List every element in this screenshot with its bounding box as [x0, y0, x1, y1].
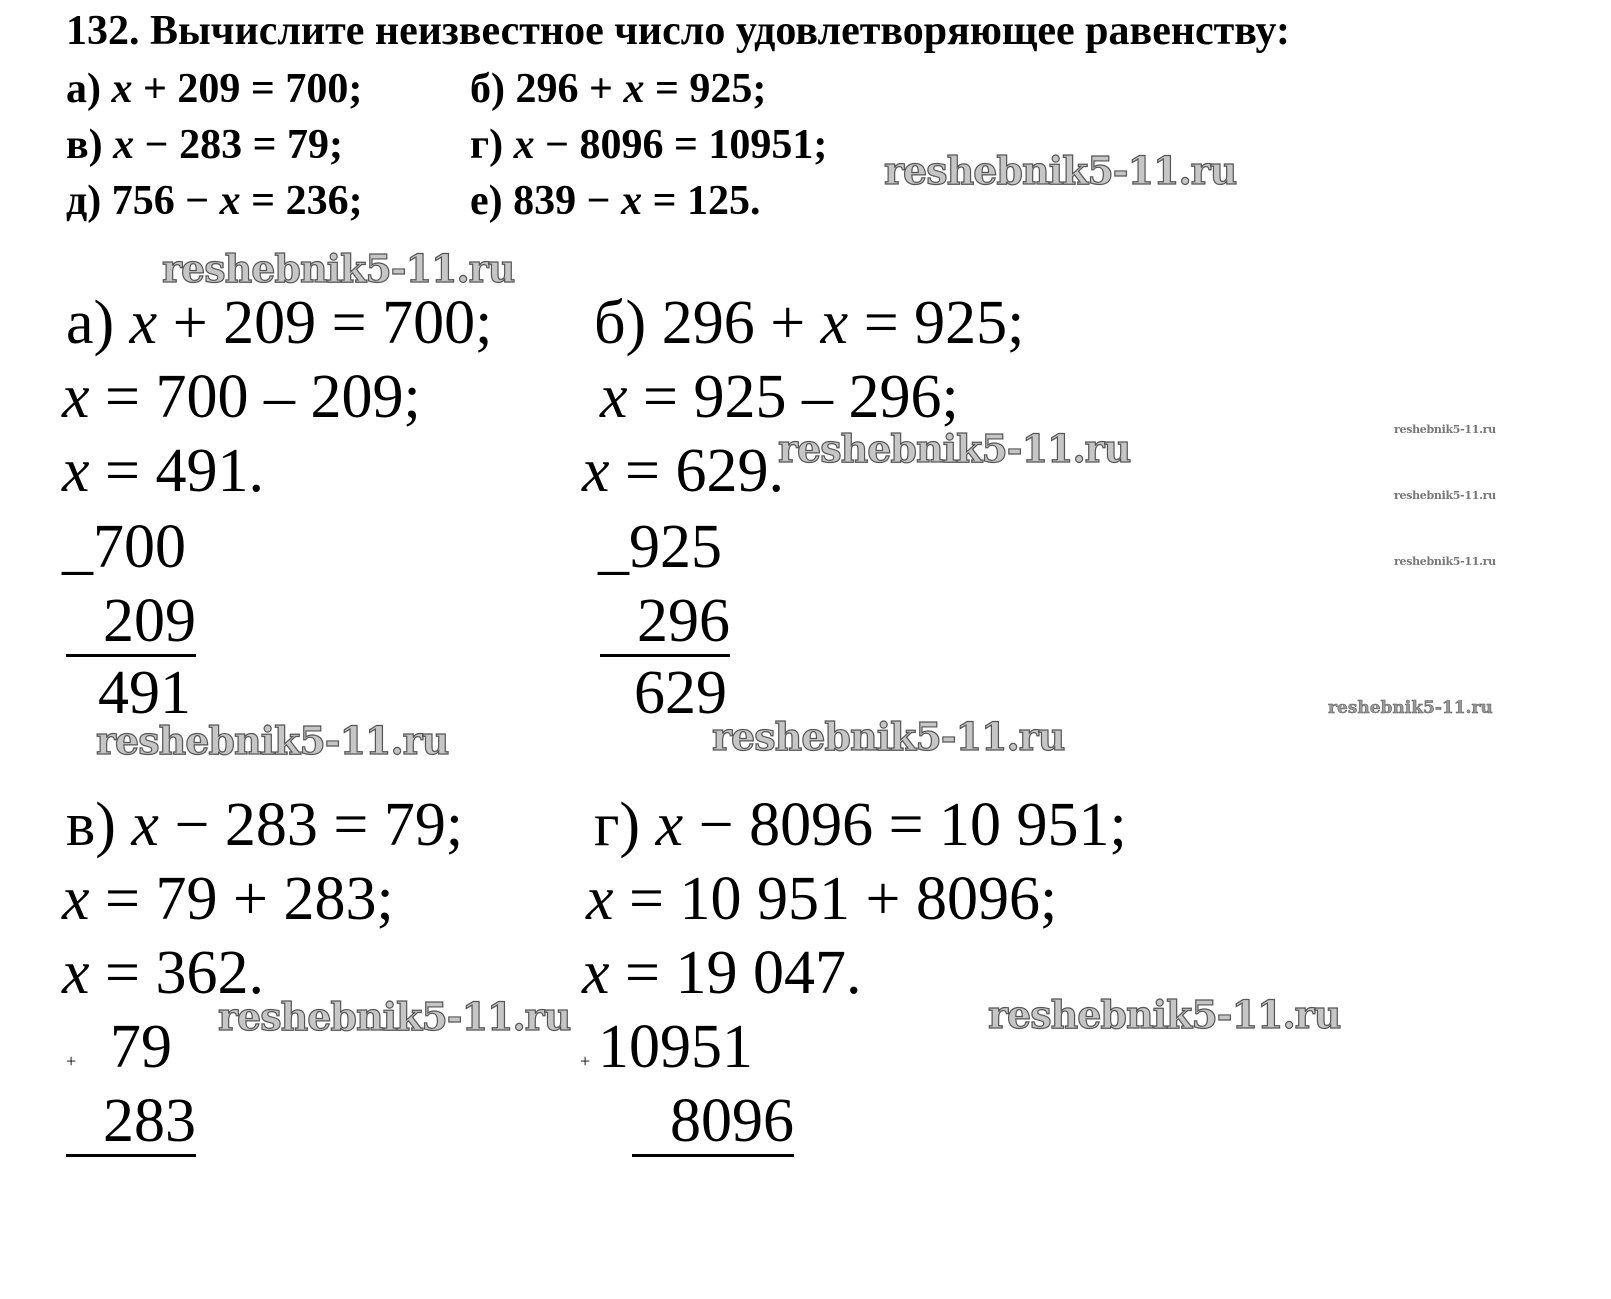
solution-v-plus-sign: +	[66, 1051, 77, 1071]
solution-v-step2: x = 362.	[62, 939, 264, 1007]
solution-a-column-bottom: 209	[66, 590, 196, 657]
watermark: reshebnik5-11.ru	[1394, 423, 1496, 436]
solution-a-step1: x = 700 – 209;	[62, 363, 421, 431]
solution-b-column-bottom: 296	[600, 590, 730, 657]
task-v: в) x − 283 = 79;	[66, 122, 344, 168]
solution-b-column-result: 629	[634, 659, 727, 727]
solution-b-step1: x = 925 – 296;	[600, 363, 959, 431]
solution-v-equation: в) x − 283 = 79;	[66, 791, 464, 859]
solution-v-column-bottom: 283	[66, 1090, 196, 1157]
solution-g-column-top: 10951	[598, 1013, 753, 1081]
solution-b-equation: б) 296 + x = 925;	[594, 289, 1025, 357]
solution-g-step1: x = 10 951 + 8096;	[586, 865, 1058, 933]
solution-b-column-top: _925	[598, 513, 722, 581]
watermark: reshebnik5-11.ru	[162, 246, 515, 291]
task-d: д) 756 − x = 236;	[66, 178, 363, 224]
task-b: б) 296 + x = 925;	[470, 66, 767, 112]
solution-a-column-top: _700	[62, 513, 186, 581]
watermark: reshebnik5-11.ru	[778, 426, 1131, 471]
watermark: reshebnik5-11.ru	[1394, 555, 1496, 568]
watermark: reshebnik5-11.ru	[1394, 489, 1496, 502]
solution-v-column-top: 79	[110, 1013, 172, 1081]
watermark: reshebnik5-11.ru	[712, 714, 1065, 759]
watermark: reshebnik5-11.ru	[96, 718, 449, 763]
task-a: а) x + 209 = 700;	[66, 66, 363, 112]
watermark: reshebnik5-11.ru	[884, 148, 1237, 193]
solution-b-step2: x = 629.	[582, 437, 784, 505]
task-e: е) 839 − x = 125.	[470, 178, 761, 224]
watermark: reshebnik5-11.ru	[218, 994, 571, 1039]
problem-title: 132. Вычислите неизвестное число удовлетворяющее равенству:	[66, 8, 1290, 54]
task-g: г) x − 8096 = 10951;	[470, 122, 828, 168]
solution-a-column-result: 491	[98, 659, 191, 727]
solution-g-equation: г) x − 8096 = 10 951;	[594, 791, 1127, 859]
watermark: reshebnik5-11.ru	[988, 992, 1341, 1037]
solution-g-step2: x = 19 047.	[582, 939, 862, 1007]
solution-g-column-bottom: 8096	[632, 1090, 794, 1157]
solution-a-step2: x = 491.	[62, 437, 264, 505]
solution-a-equation: а) x + 209 = 700;	[66, 289, 493, 357]
solution-g-plus-sign: +	[580, 1051, 591, 1071]
watermark: reshebnik5-11.ru	[1328, 698, 1493, 718]
solution-v-step1: x = 79 + 283;	[62, 865, 394, 933]
